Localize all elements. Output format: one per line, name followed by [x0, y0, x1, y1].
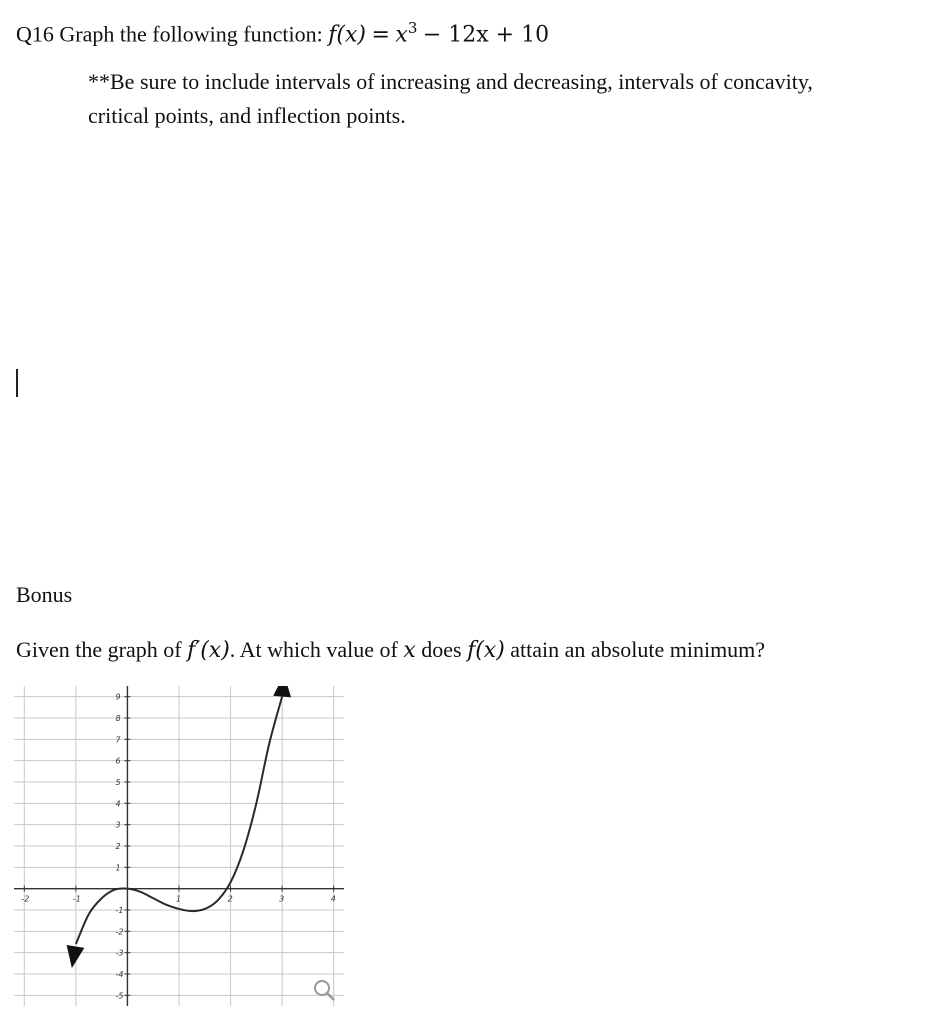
y-tick-label: 8 [115, 714, 121, 723]
y-tick-label: 2 [115, 842, 121, 851]
x-tick-label: -2 [21, 894, 30, 904]
question-prefix: Graph the following function: [59, 21, 323, 47]
y-tick-label: -3 [115, 948, 124, 958]
equals-sign: = [371, 22, 390, 48]
question-q16 [16, 14, 549, 49]
instruction-line-2: critical points, and inflection points. [88, 103, 406, 128]
expr-rest: − 12x + 10 [422, 22, 550, 48]
instruction-line-1: **Be sure to include intervals of increasing and decreasing, intervals of concavity, [88, 69, 813, 94]
var-x: x [403, 638, 416, 663]
fprime-label: f′(x) [187, 638, 230, 663]
y-tick-label: 3 [115, 820, 121, 830]
question-label: Q16 [16, 21, 54, 47]
y-tick-label: -1 [115, 906, 124, 915]
prompt-part2: . At which value of [229, 637, 398, 662]
prompt-part1: Given the graph of [16, 637, 182, 662]
y-tick-label: 6 [115, 756, 121, 766]
x-tick-label: 1 [176, 894, 182, 904]
y-tick-label: 5 [115, 778, 121, 787]
magnifier-icon[interactable] [315, 981, 334, 1000]
x-tick-label: 3 [279, 894, 285, 904]
prompt-part3: does [421, 637, 462, 662]
y-tick-label: 9 [115, 692, 121, 702]
prompt-part4: attain an absolute minimum? [510, 637, 766, 662]
x-tick-label: -1 [72, 894, 81, 904]
text-cursor [16, 369, 18, 397]
expr-exponent: 3 [407, 19, 418, 37]
arrowhead-end [273, 686, 291, 697]
x-tick-label: 2 [227, 894, 233, 904]
y-tick-label: 1 [115, 863, 121, 873]
y-tick-label: 7 [115, 735, 121, 745]
y-tick-label: -4 [115, 970, 124, 979]
grid [14, 686, 344, 1006]
y-tick-label: -5 [115, 991, 124, 1001]
bonus-heading: Bonus [16, 582, 73, 607]
x-tick-label: 4 [330, 894, 336, 904]
fx-label: f(x) [467, 638, 505, 663]
y-tick-label: 4 [115, 799, 121, 809]
function-lhs: f(x) [328, 22, 366, 48]
fprime-graph [14, 686, 344, 1006]
y-tick-label: -2 [115, 927, 124, 937]
bonus-prompt [16, 636, 765, 665]
expr-x: x [395, 22, 408, 48]
